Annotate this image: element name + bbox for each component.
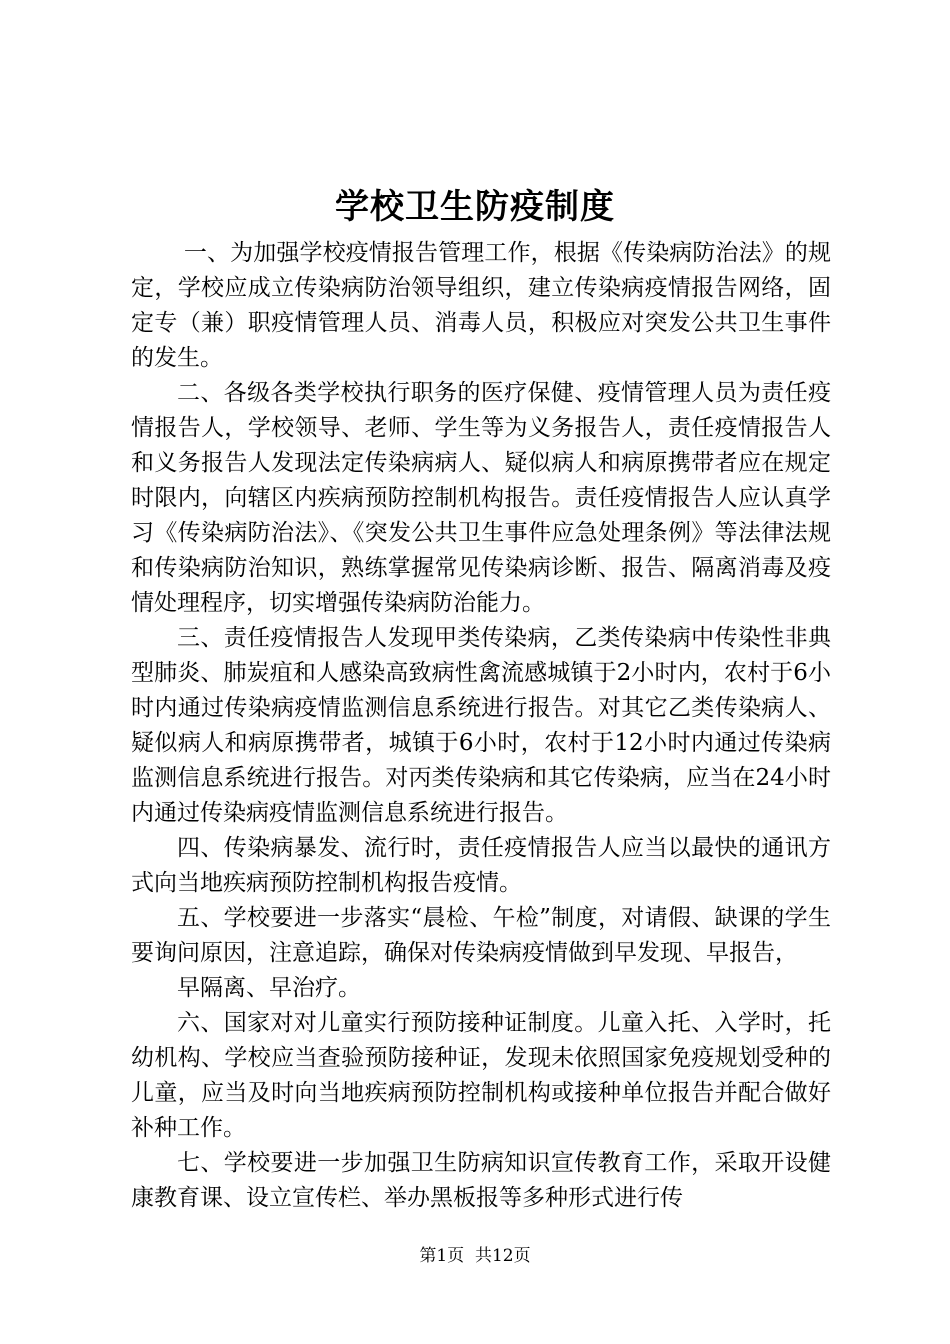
document-body [131, 236, 831, 1216]
paragraph-3: 三、责任疫情报告人发现甲类传染病，乙类传染病中传染性非典型肺炎、肺炭疽和人感染高致病性禽流感城镇于2小时内，农村于6小时内通过传染病疫情监测信息系统进行报告。对其它乙类传染病人、疑似病人和病原携带者，城镇于6小时，农村于12小时内通过传染病监测信息系统进行报告。对丙类传染病和其它传染病，应当在24小时内通过传染病疫情监测信息系统进行报告。 [131, 625, 831, 826]
page-footer [0, 1244, 950, 1268]
paragraph-5-continued: 早隔离、早治疗。 [177, 975, 361, 1001]
paragraph-4: 四、传染病暴发、流行时，责任疫情报告人应当以最快的通讯方式向当地疾病预防控制机构报告疫情。 [131, 835, 831, 896]
paragraph-6: 六、国家对对儿童实行预防接种证制度。儿童入托、入学时，托幼机构、学校应当查验预防接种证，发现未依照国家免疫规划受种的儿童，应当及时向当地疾病预防控制机构或接种单位报告并配合做好补种工作。 [131, 1010, 831, 1141]
page-number: 第1页 共12页 [419, 1246, 531, 1266]
paragraph-7: 七、学校要进一步加强卫生防病知识宣传教育工作，采取开设健康教育课、设立宣传栏、举办黑板报等多种形式进行传 [131, 1150, 831, 1211]
paragraph-5: 五、学校要进一步落实“晨检、午检”制度，对请假、缺课的学生要询问原因，注意追踪，确保对传染病疫情做到早发现、早报告， [131, 905, 831, 966]
paragraph-2: 二、各级各类学校执行职务的医疗保健、疫情管理人员为责任疫情报告人，学校领导、老师、学生等为义务报告人，责任疫情报告人和义务报告人发现法定传染病病人、疑似病人和病原携带者应在规定时限内，向辖区内疾病预防控制机构报告。责任疫情报告人应认真学习《传染病防治法》、《突发公共卫生事件应急处理条例》等法律法规和传染病防治知识，熟练掌握常见传染病诊断、报告、隔离消毒及疫情处理程序，切实增强传染病防治能力。 [131, 380, 831, 616]
paragraph-1: 一、为加强学校疫情报告管理工作，根据《传染病防治法》的规定，学校应成立传染病防治领导组织，建立传染病疫情报告网络，固定专（兼）职疫情管理人员、消毒人员，积极应对突发公共卫生事件的发生。 [131, 240, 831, 371]
document-title: 学校卫生防疫制度 [335, 187, 615, 227]
